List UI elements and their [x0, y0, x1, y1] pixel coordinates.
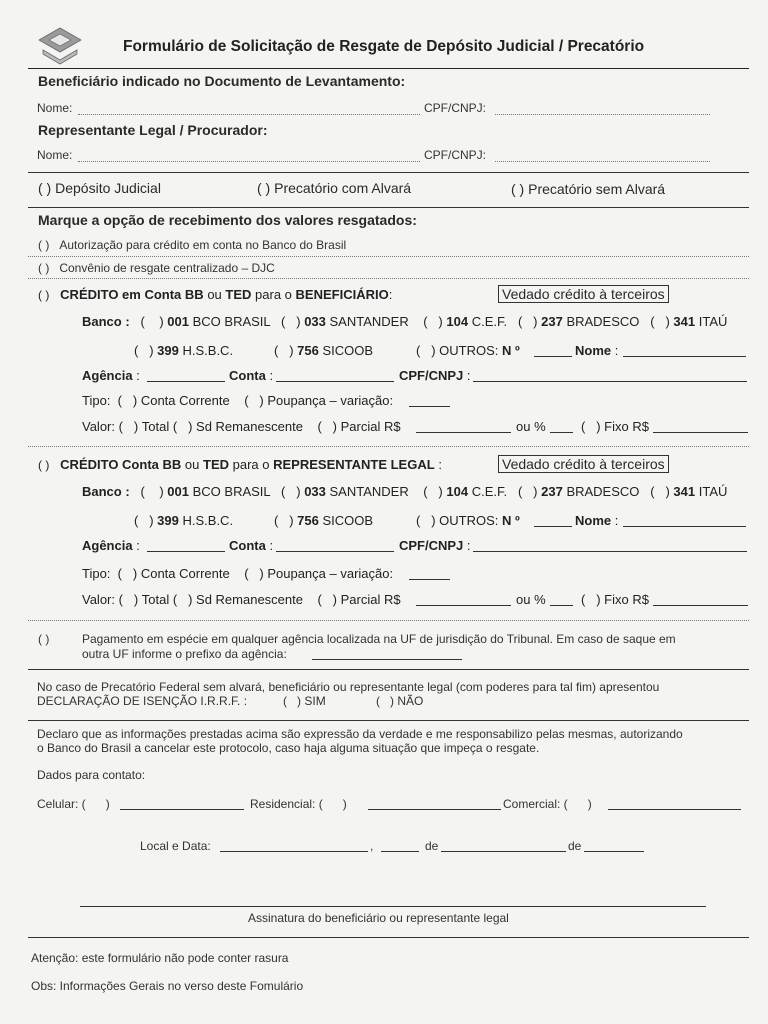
- celular-label: Celular: ( ): [37, 797, 110, 811]
- residencial-label: Residencial: ( ): [250, 797, 347, 811]
- tipo-poupanca-option-2[interactable]: ( ) Poupança – variação:: [244, 566, 394, 581]
- de-label-1: de: [425, 839, 439, 853]
- celular-field[interactable]: [121, 795, 243, 809]
- banco-row-beneficiario-1: Banco : ( ) 001 BCO BRASIL ( ) 033 SANTANDER ( ) 104 C.E.F. ( ) 237 BRADESCO ( ) 341 ITAÚ: [82, 314, 728, 329]
- tipo-conta-corrente-option-1[interactable]: ( ) Conta Corrente: [117, 393, 230, 408]
- representante-cpf-label: CPF/CNPJ:: [424, 148, 487, 162]
- beneficiario-heading: Beneficiário indicado no Documento de Levantamento:: [38, 73, 406, 89]
- valor-total-option-2[interactable]: ( ) Total: [118, 592, 170, 607]
- agencia-field-1[interactable]: [148, 366, 224, 380]
- representante-nome-label: Nome:: [37, 148, 73, 162]
- atencao-text: Atenção: este formulário não pode conter rasura: [31, 951, 289, 965]
- banco-399-option[interactable]: ( ) 399 H.S.B.C.: [134, 343, 234, 358]
- tipo-row-1: Tipo: ( ) Conta Corrente ( ) Poupança – variação:: [82, 393, 394, 408]
- especie-text-2: outra UF informe o prefixo da agência:: [82, 647, 287, 661]
- signature-line[interactable]: [80, 880, 706, 906]
- comercial-field[interactable]: [609, 795, 740, 809]
- conta-label-2: Conta :: [229, 538, 274, 553]
- vedado-terceiros-notice-2: Vedado crédito à terceiros: [498, 455, 669, 473]
- local-field[interactable]: [221, 837, 367, 851]
- valor-sd-option-2[interactable]: ( ) Sd Remanescente: [172, 592, 303, 607]
- banco-do-brasil-logo: [37, 26, 83, 66]
- banco-outros-option[interactable]: ( ) OUTROS: N º: [416, 343, 520, 358]
- tipo-row-2: Tipo: ( ) Conta Corrente ( ) Poupança – variação:: [82, 566, 394, 581]
- banco-nome-label-rep: Nome :: [575, 513, 619, 528]
- isencao-text-1: No caso de Precatório Federal sem alvará, beneficiário ou representante legal (com poderes para tal fim) apresentou: [37, 680, 660, 694]
- valor-fixo-option-2[interactable]: ( ) Fixo R$: [581, 592, 649, 607]
- cpf-label-2: CPF/CNPJ :: [399, 538, 471, 553]
- de-label-2: de: [568, 839, 582, 853]
- option-convenio-djc[interactable]: ( ) Convênio de resgate centralizado – DJC: [38, 261, 275, 275]
- agencia-label-1: Agência :: [82, 368, 140, 383]
- ano-field[interactable]: [585, 837, 643, 851]
- banco-341-option-rep[interactable]: ( ) 341 ITAÚ: [650, 484, 728, 499]
- agencia-label-2: Agência :: [82, 538, 140, 553]
- banco-104-option[interactable]: ( ) 104 C.E.F.: [423, 314, 508, 329]
- beneficiario-nome-label: Nome:: [37, 101, 73, 115]
- conta-label-1: Conta :: [229, 368, 274, 383]
- obs-text: Obs: Informações Gerais no verso deste Fomulário: [31, 979, 304, 993]
- valor-parcial-option-2[interactable]: ( ) Parcial R$: [317, 592, 401, 607]
- beneficiario-cpf-label: CPF/CNPJ:: [424, 101, 487, 115]
- option-deposito-judicial[interactable]: ( ) Depósito Judicial: [38, 180, 161, 196]
- isencao-nao-option[interactable]: ( ) NÃO: [376, 694, 424, 708]
- valor-parcial-option-1[interactable]: ( ) Parcial R$: [317, 419, 401, 434]
- residencial-field[interactable]: [369, 795, 500, 809]
- assinatura-label: Assinatura do beneficiário ou representante legal: [248, 911, 509, 925]
- banco-row-representante-1: Banco : ( ) 001 BCO BRASIL ( ) 033 SANTANDER ( ) 104 C.E.F. ( ) 237 BRADESCO ( ) 341 ITAÚ: [82, 484, 728, 499]
- banco-341-option[interactable]: ( ) 341 ITAÚ: [650, 314, 728, 329]
- prefixo-agencia-field[interactable]: [313, 645, 461, 659]
- representante-heading: Representante Legal / Procurador:: [38, 122, 268, 138]
- local-data-label: Local e Data:: [140, 839, 211, 853]
- form-title: Formulário de Solicitação de Resgate de Depósito Judicial / Precatório: [123, 38, 645, 55]
- banco-237-option[interactable]: ( ) 237 BRADESCO: [517, 314, 640, 329]
- option-precatorio-com-alvara[interactable]: ( ) Precatório com Alvará: [257, 180, 412, 196]
- option-credito-representante[interactable]: ( ) CRÉDITO Conta BB ou TED para o REPRESENTANTE LEGAL :: [38, 457, 442, 472]
- dia-field[interactable]: [382, 837, 418, 851]
- banco-001-option-rep[interactable]: ( ) 001 BCO BRASIL: [140, 484, 271, 499]
- tipo-poupanca-option-1[interactable]: ( ) Poupança – variação:: [244, 393, 394, 408]
- cpf-field-1[interactable]: [474, 366, 746, 380]
- representante-cpf-field[interactable]: [497, 146, 707, 160]
- recebimento-heading: Marque a opção de recebimento dos valores resgatados:: [38, 212, 417, 228]
- banco-row-beneficiario-2: [134, 343, 233, 358]
- banco-033-option-rep[interactable]: ( ) 033 SANTANDER: [281, 484, 409, 499]
- banco-outros-option-rep[interactable]: ( ) OUTROS: N º: [416, 513, 520, 528]
- mes-field[interactable]: [442, 837, 565, 851]
- banco-756-option-rep[interactable]: ( ) 756 SICOOB: [274, 513, 374, 528]
- banco-nome-label: Nome :: [575, 343, 619, 358]
- valor-sd-option-1[interactable]: ( ) Sd Remanescente: [172, 419, 303, 434]
- banco-033-option[interactable]: ( ) 033 SANTANDER: [281, 314, 409, 329]
- cpf-field-2[interactable]: [474, 536, 746, 550]
- declaracao-text-1: Declaro que as informações prestadas acima são expressão da verdade e me responsabilizo pelas mesmas, autorizando: [37, 727, 683, 741]
- comercial-label: Comercial: ( ): [503, 797, 592, 811]
- banco-399-option-rep[interactable]: ( ) 399 H.S.B.C.: [134, 513, 234, 528]
- banco-001-option[interactable]: ( ) 001 BCO BRASIL: [140, 314, 271, 329]
- option-credito-beneficiario[interactable]: ( ) CRÉDITO em Conta BB ou TED para o BENEFICIÁRIO:: [38, 287, 393, 302]
- ou-pct-label-1: ou %: [516, 419, 546, 434]
- banco-756-option[interactable]: ( ) 756 SICOOB: [274, 343, 374, 358]
- cpf-label-1: CPF/CNPJ :: [399, 368, 471, 383]
- option-precatorio-sem-alvara[interactable]: ( ) Precatório sem Alvará: [511, 181, 666, 197]
- option-autorizacao-credito[interactable]: ( ) Autorização para crédito em conta no Banco do Brasil: [38, 238, 347, 252]
- valor-row-2: Valor: ( ) Total ( ) Sd Remanescente ( ) Parcial R$: [82, 592, 401, 607]
- contato-heading: Dados para contato:: [37, 768, 146, 782]
- banco-237-option-rep[interactable]: ( ) 237 BRADESCO: [517, 484, 640, 499]
- isencao-text-2: DECLARAÇÃO DE ISENÇÃO I.R.R.F. :: [37, 694, 248, 708]
- beneficiario-nome-field[interactable]: [80, 99, 418, 113]
- valor-row-1: Valor: ( ) Total ( ) Sd Remanescente ( ) Parcial R$: [82, 419, 401, 434]
- tipo-conta-corrente-option-2[interactable]: ( ) Conta Corrente: [117, 566, 230, 581]
- local-comma: ,: [370, 839, 374, 853]
- declaracao-text-2: o Banco do Brasil a cancelar este protocolo, caso haja alguma situação que impeça o resgate.: [37, 741, 540, 755]
- valor-total-option-1[interactable]: ( ) Total: [118, 419, 170, 434]
- vedado-terceiros-notice-1: Vedado crédito à terceiros: [498, 285, 669, 303]
- conta-field-2[interactable]: [277, 536, 393, 550]
- option-pagamento-especie[interactable]: ( ): [38, 632, 50, 646]
- banco-104-option-rep[interactable]: ( ) 104 C.E.F.: [423, 484, 508, 499]
- especie-text-1: Pagamento em espécie em qualquer agência localizada na UF de jurisdição do Tribunal. Em caso de saque em: [82, 632, 676, 646]
- isencao-sim-option[interactable]: ( ) SIM: [283, 694, 326, 708]
- agencia-field-2[interactable]: [148, 536, 224, 550]
- representante-nome-field[interactable]: [80, 146, 418, 160]
- valor-fixo-option-1[interactable]: ( ) Fixo R$: [581, 419, 649, 434]
- ou-pct-label-2: ou %: [516, 592, 546, 607]
- beneficiario-cpf-field[interactable]: [497, 99, 707, 113]
- conta-field-1[interactable]: [277, 366, 393, 380]
